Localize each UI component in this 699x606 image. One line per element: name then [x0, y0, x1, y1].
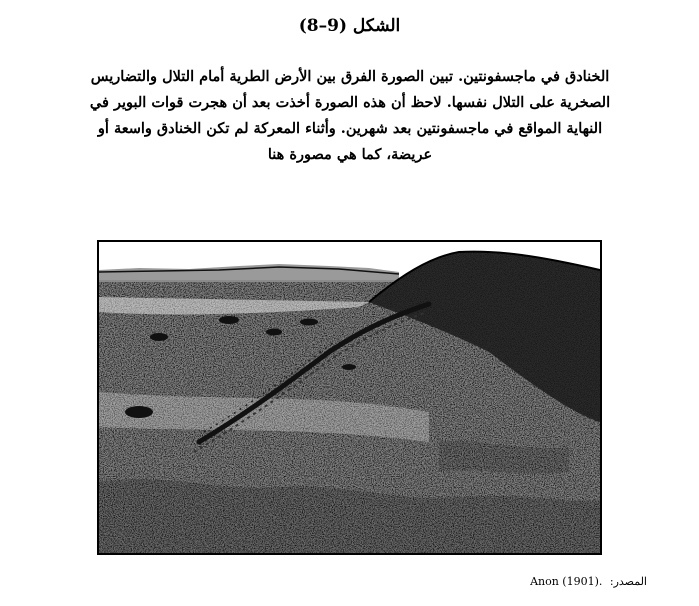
source-reference: Anon (1901). — [530, 575, 603, 588]
bush — [300, 319, 318, 326]
source-citation — [530, 574, 647, 590]
bush — [342, 364, 356, 370]
bush — [125, 406, 153, 418]
figure-title: الشكل (9–8) — [298, 16, 401, 36]
caption-line: الصخرية على التلال نفسها. لاحظ أن هذه الصورة أخذت بعد أن هجرت قوات البوير في — [89, 94, 611, 111]
bush — [150, 333, 168, 341]
caption-line: النهاية المواقع في ماجسفونتين بعد شهرين. وأثناء المعركة لم تكن الخنادق واسعة أو — [97, 120, 603, 137]
bush — [266, 329, 282, 336]
caption-line: عريضة، كما هي مصورة هنا — [267, 146, 433, 163]
figure-caption — [40, 64, 660, 168]
caption-line: الخنادق في ماجسفونتين. تبين الصورة الفرق بين الأرض الطرية أمام التلال والتضاريس — [90, 68, 610, 85]
source-label: المصدر: — [609, 575, 647, 588]
bush — [219, 316, 239, 324]
photo-illustration — [99, 242, 600, 553]
trench-photograph — [97, 240, 602, 555]
